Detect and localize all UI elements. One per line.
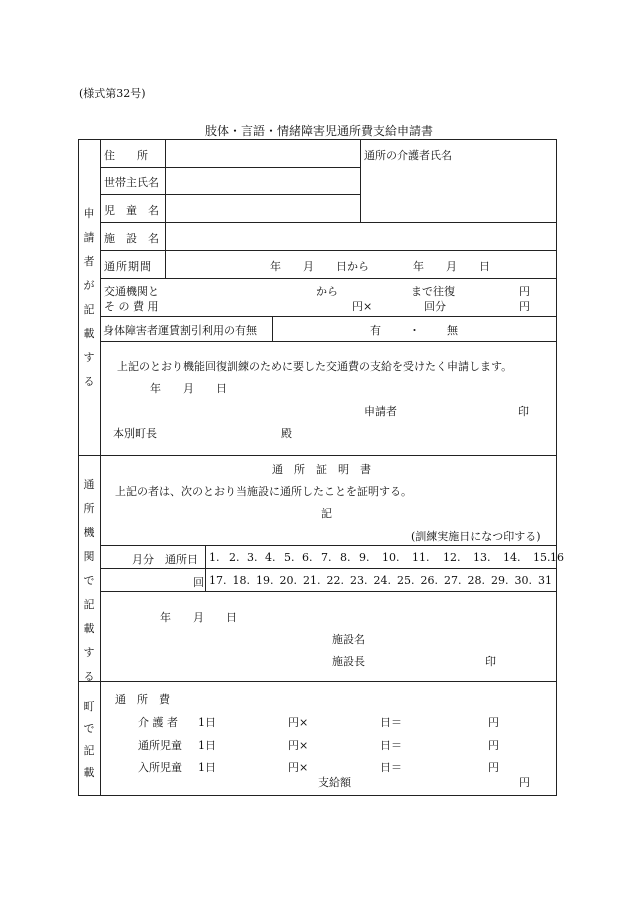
fee-label: 通 所 費 (115, 693, 170, 706)
request-text: 上記のとおり機能回復訓練のために要した交通費の支給を受けたく申請します。 (117, 360, 513, 373)
transport-yen-2: 円 (519, 300, 530, 313)
transport-label-1: 交通機関と (104, 285, 159, 298)
attendance-day: 14. (503, 551, 521, 564)
attendance-day: 31 (538, 574, 552, 587)
row-divider (100, 591, 557, 592)
caregiver-divider (360, 139, 361, 222)
attendance-day: 19. (256, 574, 274, 587)
form-title: 肢体・言語・情緒障害児通所費支給申請書 (205, 124, 434, 138)
discount-label: 身体障害者運賃割引利用の有無 (103, 324, 257, 337)
row-divider (100, 316, 557, 317)
attendance-day: 4. (265, 551, 276, 564)
attendance-day: 2. (229, 551, 240, 564)
attendance-day: 8. (340, 551, 351, 564)
fee-row-day: 1日 (198, 716, 216, 729)
attendance-day: 20. (279, 574, 297, 587)
days-divider (205, 545, 206, 591)
attendance-day: 24. (373, 574, 391, 587)
attendance-day: 18. (232, 574, 250, 587)
certificate-title: 通 所 証 明 書 (272, 463, 371, 476)
certificate-statement: 上記の者は、次のとおり当施設に通所したことを証明する。 (115, 485, 412, 498)
section-divider (78, 681, 557, 682)
section-applicant-label: 申 請 者 が 記 載 す る (83, 207, 95, 388)
row-divider (100, 222, 557, 223)
mayor-label: 本別町長 (113, 427, 157, 440)
total-label: 支給額 (318, 776, 351, 789)
section-divider (78, 455, 557, 456)
attendance-day: 26. (420, 574, 438, 587)
honorific: 殿 (281, 427, 292, 440)
fee-row-label: 入所児童 (138, 761, 182, 774)
attendance-day: 7. (321, 551, 332, 564)
child-name-label: 児 童 名 (104, 204, 159, 217)
facility-name-sign-label: 施設名 (332, 633, 365, 646)
section-town-label: 町 で 記 載 (83, 700, 95, 779)
month-days-label: 月分 通所日 (132, 553, 198, 566)
total-yen: 円 (519, 776, 530, 789)
attendance-day: 29. (491, 574, 509, 587)
attendance-day: 22. (326, 574, 344, 587)
discount-separator: ・ (409, 324, 420, 337)
fee-row-day: 1日 (198, 739, 216, 752)
row-divider (100, 545, 557, 546)
discount-no: 無 (447, 324, 458, 337)
fee-row-days: 日＝ (380, 716, 402, 729)
attendance-day: 25. (397, 574, 415, 587)
transport-yen-x: 円× (352, 300, 373, 313)
row-divider (100, 278, 557, 279)
transport-times: 回分 (424, 300, 446, 313)
attendance-day: 6. (302, 551, 313, 564)
attendance-day: 17. (209, 574, 227, 587)
row-divider (100, 568, 557, 569)
attendance-day: 12. (443, 551, 461, 564)
fee-row-day: 1日 (198, 761, 216, 774)
facility-head-label: 施設長 (332, 655, 365, 668)
request-date: 年 月 日 (150, 382, 227, 395)
fee-row-days: 日＝ (380, 761, 402, 774)
fee-row-yen: 円 (488, 716, 499, 729)
discount-divider (272, 316, 273, 341)
form-number: (様式第32号) (79, 87, 146, 100)
attendance-day: 27. (444, 574, 462, 587)
attendance-day: 13. (473, 551, 491, 564)
certificate-ki: 記 (321, 507, 332, 520)
fee-row-yen: 円 (488, 739, 499, 752)
facility-name-label: 施 設 名 (104, 232, 159, 245)
attendance-day: 10. (382, 551, 400, 564)
section-facility-label: 通 所 機 関 で 記 載 す る (83, 478, 95, 683)
attendance-day: 28. (467, 574, 485, 587)
fee-row-yenx: 円× (288, 739, 309, 752)
caregiver-label: 通所の介護者氏名 (364, 149, 452, 162)
row-divider (100, 250, 557, 251)
transport-roundtrip: まで往復 (411, 285, 455, 298)
facility-seal: 印 (485, 655, 496, 668)
householder-label: 世帯主氏名 (104, 176, 159, 189)
certificate-date: 年 月 日 (160, 611, 237, 624)
fee-row-label: 介 護 者 (138, 716, 178, 729)
certificate-note: (訓練実施日になつ印する) (411, 530, 541, 543)
attendance-day: 16 (550, 551, 564, 564)
period-label: 通所期間 (104, 260, 152, 273)
attendance-day: 15. (533, 551, 551, 564)
applicant-label: 申請者 (364, 405, 397, 418)
table-border-bottom (78, 795, 557, 796)
attendance-day: 5. (284, 551, 295, 564)
discount-yes: 有 (370, 324, 381, 337)
attendance-day: 1. (209, 551, 220, 564)
attendance-day: 21. (303, 574, 321, 587)
attendance-day: 30. (514, 574, 532, 587)
attendance-day: 9. (359, 551, 370, 564)
transport-yen-1: 円 (519, 285, 530, 298)
fee-row-yenx: 円× (288, 761, 309, 774)
fee-row-days: 日＝ (380, 739, 402, 752)
attendance-day: 3. (247, 551, 258, 564)
period-text: 年 月 日から 年 月 日 (270, 260, 490, 273)
attendance-day: 11. (412, 551, 430, 564)
address-label: 住 所 (104, 149, 148, 162)
applicant-seal: 印 (518, 405, 529, 418)
row-divider (100, 167, 361, 168)
label-column-divider (100, 139, 101, 796)
fee-row-yen: 円 (488, 761, 499, 774)
fee-row-yenx: 円× (288, 716, 309, 729)
attendance-day: 23. (350, 574, 368, 587)
fee-row-label: 通所児童 (138, 739, 182, 752)
table-border-top (78, 139, 557, 140)
transport-label-2: そ の 費 用 (104, 300, 159, 313)
kai-label: 回 (193, 576, 204, 589)
row-divider (100, 194, 361, 195)
table-border-right (556, 139, 557, 796)
row-divider (100, 341, 557, 342)
field-label-divider (165, 139, 166, 278)
transport-from: から (316, 285, 338, 298)
